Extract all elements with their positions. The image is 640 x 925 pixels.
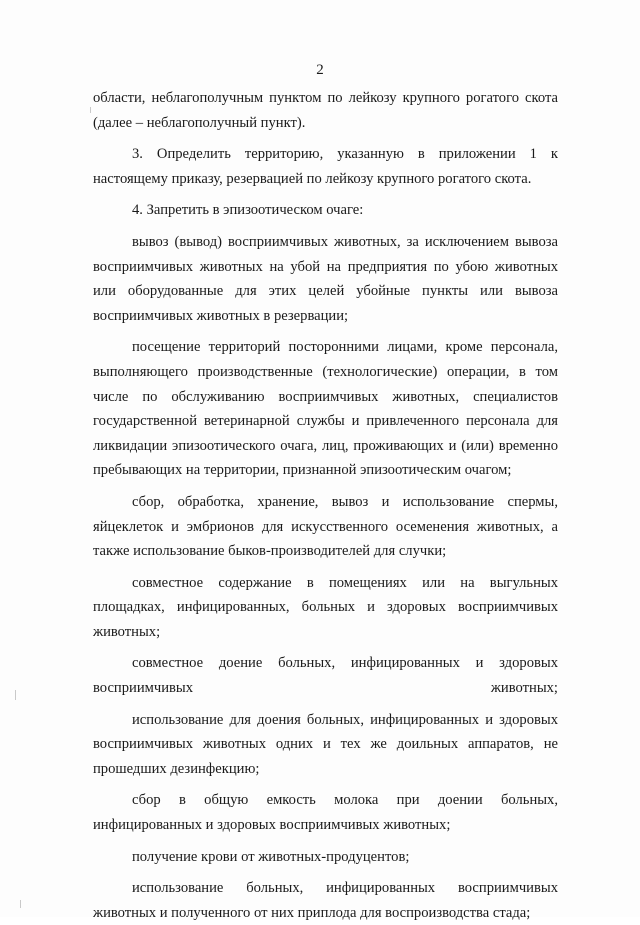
restriction-joint-keeping: совместное содержание в помещениях или на выгульных площадках, инфицированных, больных и здоровых восприимчивых животных;: [93, 574, 558, 640]
paragraph-continuation: области, неблагополучным пунктом по лейкозу крупного рогатого скота (далее – неблагополучный пункт).: [93, 90, 558, 131]
restriction-blood: получение крови от животных-продуцентов;: [132, 848, 410, 865]
scan-speck: [90, 107, 91, 113]
restriction-milking-equipment: использование для доения больных, инфицированных и здоровых восприимчивых животных одних и тех же доильных аппаратов, не прошедших дезинфекцию;: [93, 711, 558, 777]
restriction-sperm: сбор, обработка, хранение, вывоз и использование спермы, яйцеклеток и эмбрионов для искусственного осеменения животных, а также использование быков-производителей для случки;: [93, 493, 558, 560]
restriction-export: вывоз (вывод) восприимчивых животных, за исключением вывоза восприимчивых животных на убой на предприятия по убою животных или оборудованные для этих целей убойные пункты или вывоза восприимчивых животных в резервации;: [93, 233, 558, 324]
document-body: [93, 86, 558, 925]
scan-speck: [15, 690, 16, 700]
page-number: 2: [316, 62, 324, 78]
restriction-breeding: использование больных, инфицированных восприимчивых животных и полученного от них приплода для воспроизводства стада;: [93, 880, 558, 921]
restriction-joint-milking: совместное доение больных, инфицированных и здоровых восприимчивых животных;: [93, 655, 558, 697]
paragraph-item-4: 4. Запретить в эпизоотическом очаге:: [132, 202, 364, 219]
restriction-milk-collection: сбор в общую емкость молока при доении больных, инфицированных и здоровых восприимчивых животных;: [93, 792, 558, 834]
paragraph-item-3: 3. Определить территорию, указанную в приложении 1 к настоящему приказу, резервацией по лейкозу крупного рогатого скота.: [93, 146, 558, 187]
restriction-visits: посещение территорий посторонними лицами, кроме персонала, выполняющего производственные (технологические) операции, в том числе по обслуживанию восприимчивых животных, специалистов государственной ветеринарной службы и привлеченного персонала для ликвидации эпизоотического очага, лиц, проживающих и (или) временно пребывающих на территории, признанной эпизоотическим очагом;: [93, 339, 558, 479]
scan-speck: [20, 900, 21, 908]
